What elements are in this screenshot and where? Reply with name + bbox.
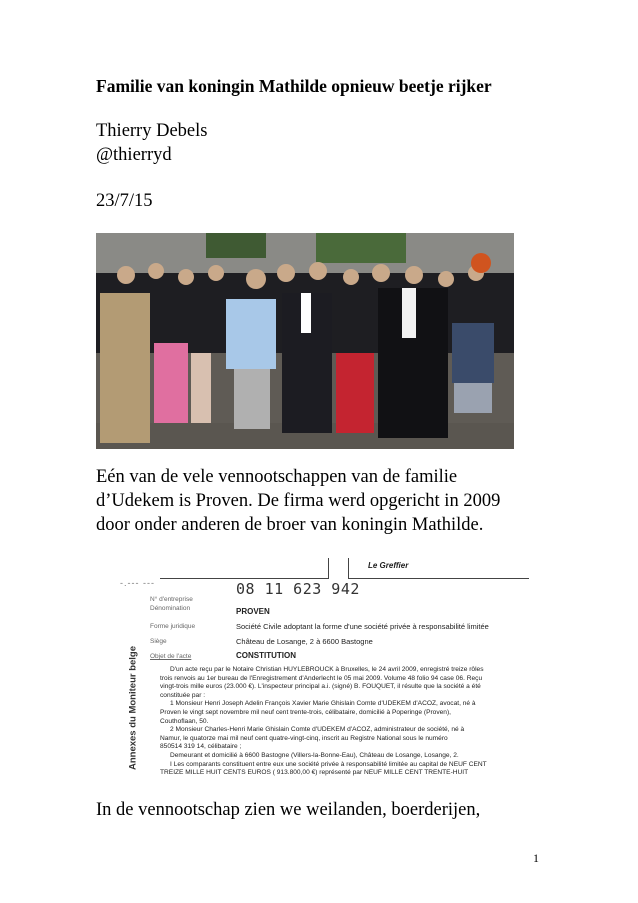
page-number: 1 [533, 851, 539, 865]
author-handle: @thierryd [96, 145, 172, 165]
scan-dots: -.--- --- [120, 578, 155, 588]
row-label: Siège [150, 638, 167, 645]
author-name: Thierry Debels [96, 121, 208, 141]
family-photo [96, 233, 514, 449]
row-label: Dénomination [150, 605, 191, 612]
row-label: Objet de l'acte [150, 653, 192, 660]
row-value: PROVEN [236, 607, 270, 616]
scan-box-left [160, 558, 329, 579]
enterprise-number: 08 11 623 942 [236, 580, 360, 598]
paragraph-line: door onder anderen de broer van koningin Mathilde. [96, 515, 484, 535]
paragraph-line: Eén van de vele vennootschappen van de familie [96, 467, 458, 487]
row-label: N° d'entreprise [150, 596, 193, 603]
side-label: Annexes du Moniteur belge [127, 645, 139, 771]
paragraph-line: d’Udekem is Proven. De firma werd opgericht in 2009 [96, 491, 501, 511]
publication-date: 23/7/15 [96, 191, 153, 211]
row-value: CONSTITUTION [236, 651, 296, 660]
row-value: Société Civile adoptant la forme d'une société privée à responsabilité limitée [236, 622, 489, 631]
moniteur-scan [120, 556, 538, 780]
intro-paragraph [96, 465, 566, 537]
row-value: Château de Losange, 2 à 6600 Bastogne [236, 637, 373, 646]
bottom-line: In de vennootschap zien we weilanden, boerderijen, [96, 800, 481, 820]
document-title: Familie van koningin Mathilde opnieuw beetje rijker [96, 76, 492, 96]
greffier-stamp: Le Greffier [368, 561, 409, 570]
scan-body-text: D'un acte reçu par le Notaire Christian HUYLEBROUCK à Bruxelles, le 24 avril 2009, enregistré treize rôles trois renvois au 1er bureau de l'Enregistrement d'Anderlecht le 05 mai 2009. Volume 48 folio 94 case 06. Reçu vingt-trois mille euros (23.000 €). L'inspecteur principal a.i. (signé) B. FOUQUET, il résulte que la société a été constituée par : 1 Monsieur Henri Joseph Adelin François Xavier Marie Ghislain Comte d'UDEKEM d'ACOZ, avocat, né à Proven le vingt sept novembre mil neuf cent trente-trois, célibataire, domicilié à Poperinge (Proven), Couthoflaan, 50. 2 Monsieur Charles-Henri Marie Ghislain Comte d'UDEKEM d'ACOZ, administrateur de société, né à Namur, le quatorze mai mil neuf cent quatre-vingt-cinq, inscrit au Registre National sous le numéro 850514 319 14, célibataire ; Demeurant et domicilié à 6600 Bastogne (Villers-la-Bonne-Eau), Château de Losange, Losange, 2. I Les comparants constituent entre eux une société privée à responsabilité limitée au capital de NEUF CENT TREIZE MILLE HUIT CENTS EUROS ( 913.800,00 €) représenté par NEUF MILLE CENT TRENTE-HUIT [160, 666, 487, 777]
row-label: Forme juridique [150, 623, 196, 630]
